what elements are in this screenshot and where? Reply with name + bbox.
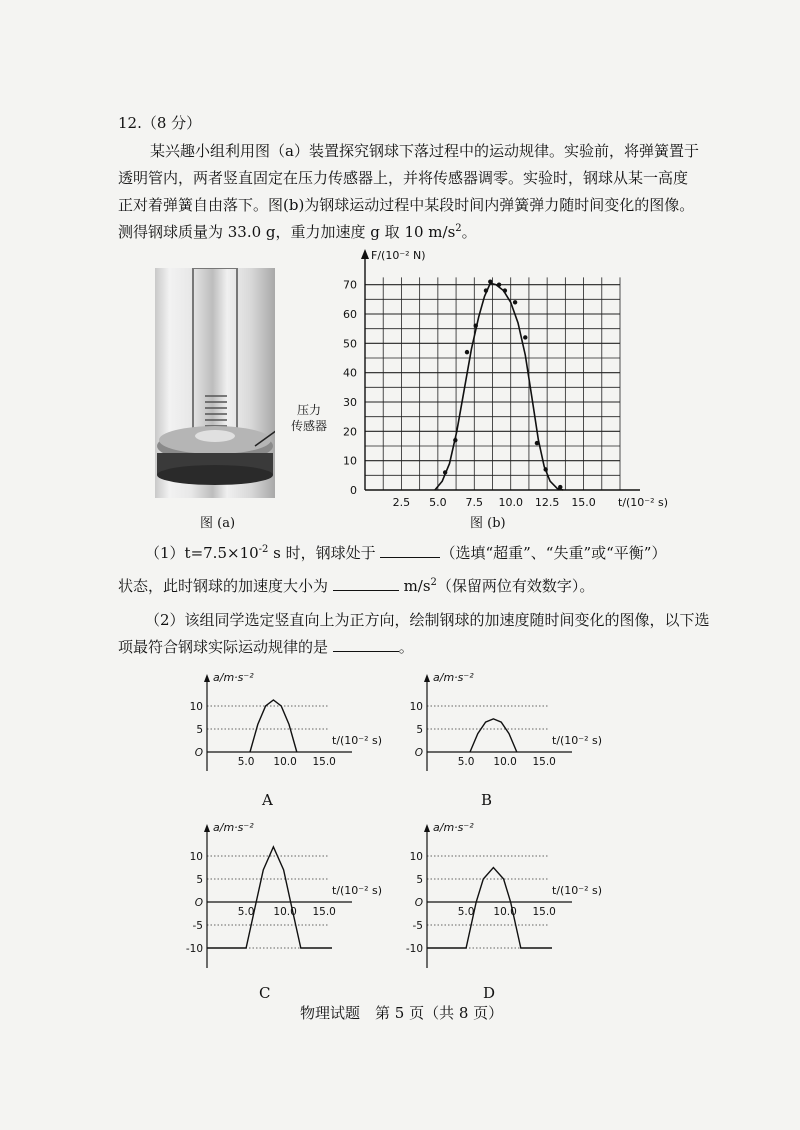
x-tick-label: 5.0	[457, 906, 475, 918]
y-tick-label: O	[414, 897, 423, 909]
x-axis-label: t/(10⁻² s)	[552, 884, 603, 897]
x-tick-label: 10.0	[493, 906, 517, 918]
acceleration-curve	[470, 719, 517, 752]
x-tick-label: 15.0	[532, 906, 556, 918]
figure-a-caption: 图 (a)	[200, 516, 236, 531]
y-tick-label: 10	[343, 454, 357, 468]
y-tick-label: O	[194, 747, 203, 759]
apparatus-photo	[155, 268, 275, 498]
figure-b-grid	[365, 277, 620, 490]
x-tick-label: 5.0	[429, 496, 447, 509]
x-axis-label: t/(10⁻² s)	[332, 884, 383, 897]
x-tick-label: 15.0	[312, 906, 336, 918]
x-axis-label: t/(10⁻² s)	[552, 734, 603, 747]
y-axis-label: a/m·s⁻²	[213, 821, 254, 834]
y-axis-label: a/m·s⁻²	[433, 821, 474, 834]
option-a-chart	[185, 668, 410, 773]
question-number: 12.（8 分）	[118, 114, 202, 132]
intro-line-2: 透明管内，两者竖直固定在压力传感器上，并将传感器调零。实验时，钢球从某一高度	[118, 169, 689, 187]
part1-line2: 状态，此时钢球的加速度大小为 $m/s^2$（保留两位有效数字）。	[118, 577, 595, 595]
x-tick-label: 10.0	[493, 756, 517, 768]
y-tick-label: 5	[416, 724, 423, 736]
sensor-label	[291, 402, 327, 434]
x-tick-label: 15.0	[312, 756, 336, 768]
y-axis-arrow	[424, 674, 430, 682]
x-tick-label: 10.0	[273, 756, 297, 768]
data-point	[474, 324, 478, 328]
acceleration-curve	[207, 847, 332, 948]
y-tick-label: -10	[185, 943, 203, 955]
x-tick-label: 10.0	[498, 496, 523, 509]
option-b-chart	[405, 668, 630, 773]
part2-line1: （2）该组同学选定竖直向上为正方向，绘制钢球的加速度随时间变化的图像，以下选	[145, 611, 710, 629]
intro-line-3: 正对着弹簧自由落下。图(b)为钢球运动过程中某段时间内弹簧弹力随时间变化的图像。	[118, 196, 695, 214]
part1-line1: $(1)t=7.5\times 10^{-2}$ s 时，钢球处于 （选填“超重”、“失重”或“平衡”）	[145, 544, 667, 562]
figure-b-labels	[343, 249, 668, 509]
data-point	[443, 470, 447, 474]
y-tick-label: 10	[409, 701, 423, 713]
y-axis-arrow	[204, 824, 210, 832]
y-axis-arrow	[204, 674, 210, 682]
data-point	[543, 467, 547, 471]
data-point	[488, 280, 492, 284]
apparatus-drawing	[155, 268, 275, 498]
data-point	[558, 485, 562, 489]
y-tick-label: 5	[416, 874, 423, 886]
x-tick-label: 7.5	[465, 496, 484, 509]
data-point	[523, 335, 527, 339]
part2-line2: 项最符合钢球实际运动规律的是 。	[118, 638, 414, 656]
y-axis-arrow	[361, 249, 369, 259]
x-axis-label: t/(10⁻² s)	[332, 734, 383, 747]
y-axis-arrow	[424, 824, 430, 832]
data-point	[513, 300, 517, 304]
y-tick-label: 10	[189, 851, 203, 863]
x-tick-label: 15.0	[571, 496, 596, 509]
y-tick-label: -5	[412, 920, 423, 932]
x-tick-label: 2.5	[392, 496, 411, 509]
y-tick-label: 10	[189, 701, 203, 713]
y-tick-label: O	[414, 747, 423, 759]
acceleration-curve	[250, 700, 297, 752]
y-tick-label: 20	[343, 425, 357, 439]
y-tick-label: 0	[350, 484, 357, 497]
y-tick-label: 70	[343, 278, 357, 292]
answer-blank-acceleration[interactable]	[333, 576, 399, 591]
answer-blank-choice[interactable]	[333, 637, 399, 652]
sensor-label-line1: 压力	[297, 403, 322, 417]
y-axis-label: a/m·s⁻²	[433, 671, 474, 684]
sensor-label-line2: 传感器	[291, 419, 328, 433]
intro-line-1: 某兴趣小组利用图（a）装置探究钢球下落过程中的运动规律。实验前，将弹簧置于	[150, 142, 699, 160]
figure-b-chart	[330, 245, 690, 510]
x-tick-label: 15.0	[532, 756, 556, 768]
y-tick-label: 5	[196, 724, 203, 736]
option-d-label: D	[483, 984, 496, 1002]
y-tick-label: 5	[196, 874, 203, 886]
option-c-chart	[185, 818, 410, 970]
y-tick-label: -10	[405, 943, 423, 955]
x-tick-label: 5.0	[237, 906, 255, 918]
option-c-label: C	[259, 984, 271, 1002]
data-point	[503, 288, 507, 292]
x-tick-label: 5.0	[457, 756, 475, 768]
x-tick-label: 10.0	[273, 906, 297, 918]
figure-b-caption: 图 (b)	[470, 516, 506, 531]
option-b-label: B	[481, 791, 493, 809]
answer-blank-state[interactable]	[380, 543, 440, 558]
data-point	[535, 441, 539, 445]
page-footer: 物理试题 第 5 页（共 8 页）	[300, 1004, 504, 1022]
y-tick-label: 10	[409, 851, 423, 863]
option-d-chart	[405, 818, 630, 970]
y-tick-label: -5	[192, 920, 203, 932]
y-axis-label: a/m·s⁻²	[213, 671, 254, 684]
option-a-label: A	[262, 791, 273, 809]
data-point	[453, 438, 457, 442]
data-point	[465, 350, 469, 354]
data-point	[497, 282, 501, 286]
x-tick-label: 12.5	[534, 496, 560, 509]
y-tick-label: 40	[343, 366, 357, 380]
x-tick-label: 5.0	[237, 756, 255, 768]
y-axis-label: F/(10⁻² N)	[371, 249, 426, 262]
x-axis-label: t/(10⁻² s)	[618, 496, 669, 509]
y-tick-label: O	[194, 897, 203, 909]
y-tick-label: 50	[343, 337, 357, 351]
intro-line-4: 测得钢球质量为 33.0 g，重力加速度 g 取 10 $m/s^2$。	[118, 223, 477, 241]
y-tick-label: 60	[343, 308, 357, 321]
figure-b-points	[443, 280, 563, 490]
y-tick-label: 30	[343, 396, 357, 409]
data-point	[484, 288, 488, 292]
